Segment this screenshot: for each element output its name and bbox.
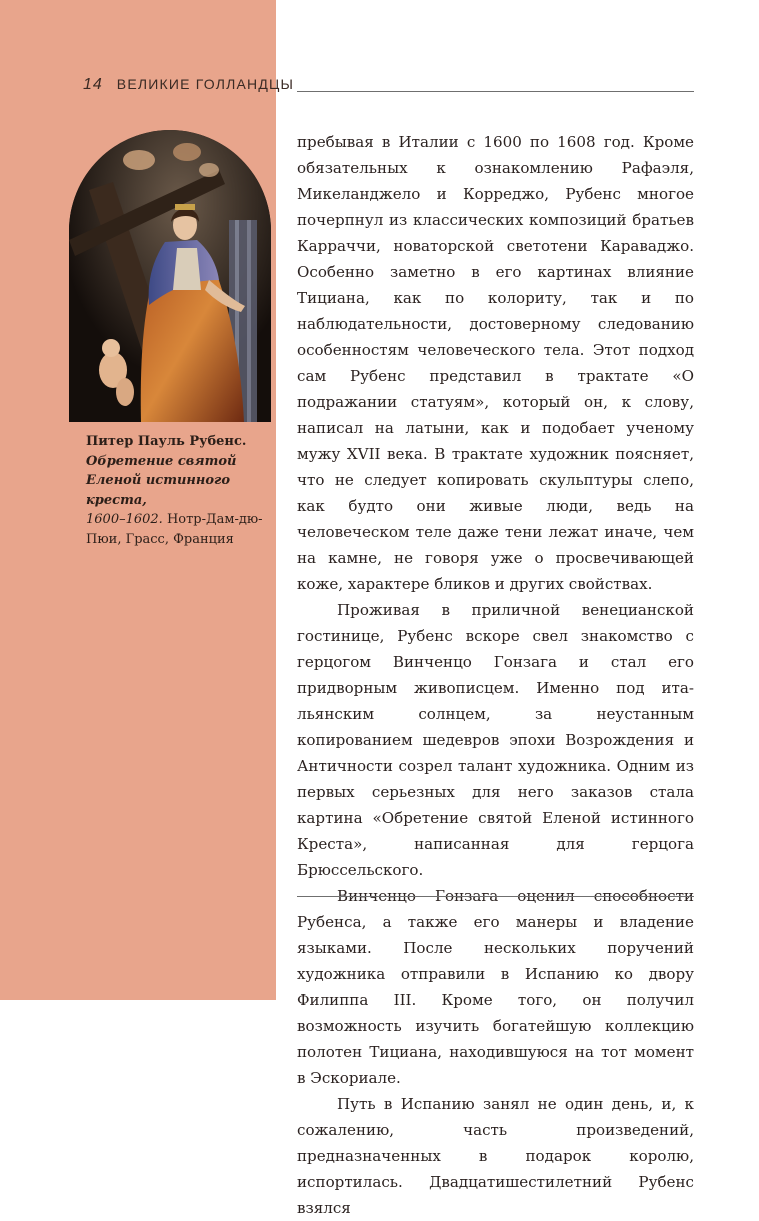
caption-date: 1600–1602.: [86, 512, 163, 527]
body-text: [297, 129, 694, 1221]
paragraph: Путь в Испанию занял не один день, и, к сожалению, часть произведений, предназначенных в подарок королю, испортилась. Двадцатишестилетний Рубенс взялся: [297, 1095, 694, 1217]
book-title: ВЕЛИКИЕ ГОЛЛАНДЦЫ: [116, 76, 295, 92]
caption-artist: Питер Пауль Рубенс.: [86, 434, 247, 449]
painting-illustration: [69, 130, 271, 422]
paragraph: Винченцо Гонзага оценил способности Рубенса, а также его манеры и владение языками. После нескольких поручений художника отправили в Испанию ко двору Филиппа III. Кроме того, он получил возможность изучить богатейшую коллекцию полотен Тициана, находившуюся на тот момент в Эскориале.: [297, 887, 694, 1087]
page-number: 14: [83, 76, 103, 93]
painting-image: [69, 130, 271, 422]
caption-location: Нотр-Дам-дю-Пюи, Грасс, Франция: [86, 512, 263, 547]
bottom-rule: [297, 896, 694, 897]
running-head: [83, 76, 294, 94]
caption-title: Обретение святой Еленой истинного креста,: [86, 453, 237, 508]
figure-caption: [86, 432, 270, 549]
top-rule: [297, 91, 694, 92]
paragraph: пребывая в Италии с 1600 по 1608 год. Кроме обязательных к ознакомлению Рафаэля, Микеланджело и Корреджо, Рубенс многое почерпнул из классических композиций братьев Карраччи, новаторской светотени Караваджо. Особенно заметно в его картинах влияние Тициана, как по колориту, так и по наблюдательности, достоверному следованию особенностям человеческого тела. Этот подход сам Рубенс представил в трактате «О подражании статуям», который он, к слову, написал на латыни, как и подобает ученому мужу XVII века. В трактате художник поясняет, что не следует копировать скульптуры слепо, как будто они живые люди, ведь на человеческом теле даже тени лежат иначе, чем на камне, не говоря уже о просвечивающей коже, характере бликов и других свойствах.: [297, 133, 694, 593]
paragraph: Проживая в приличной венецианской гостинице, Рубенс вскоре свел знакомство с герцогом Винченцо Гонзага и стал его придворным живописцем. Именно под итальянским солнцем, за неустанным копированием шедевров эпохи Возрождения и Античности созрел талант художника. Одним из первых серьезных для него заказов стала картина «Обретение святой Еленой истинного Креста», написанная для герцога Брюссельского.: [297, 601, 694, 879]
